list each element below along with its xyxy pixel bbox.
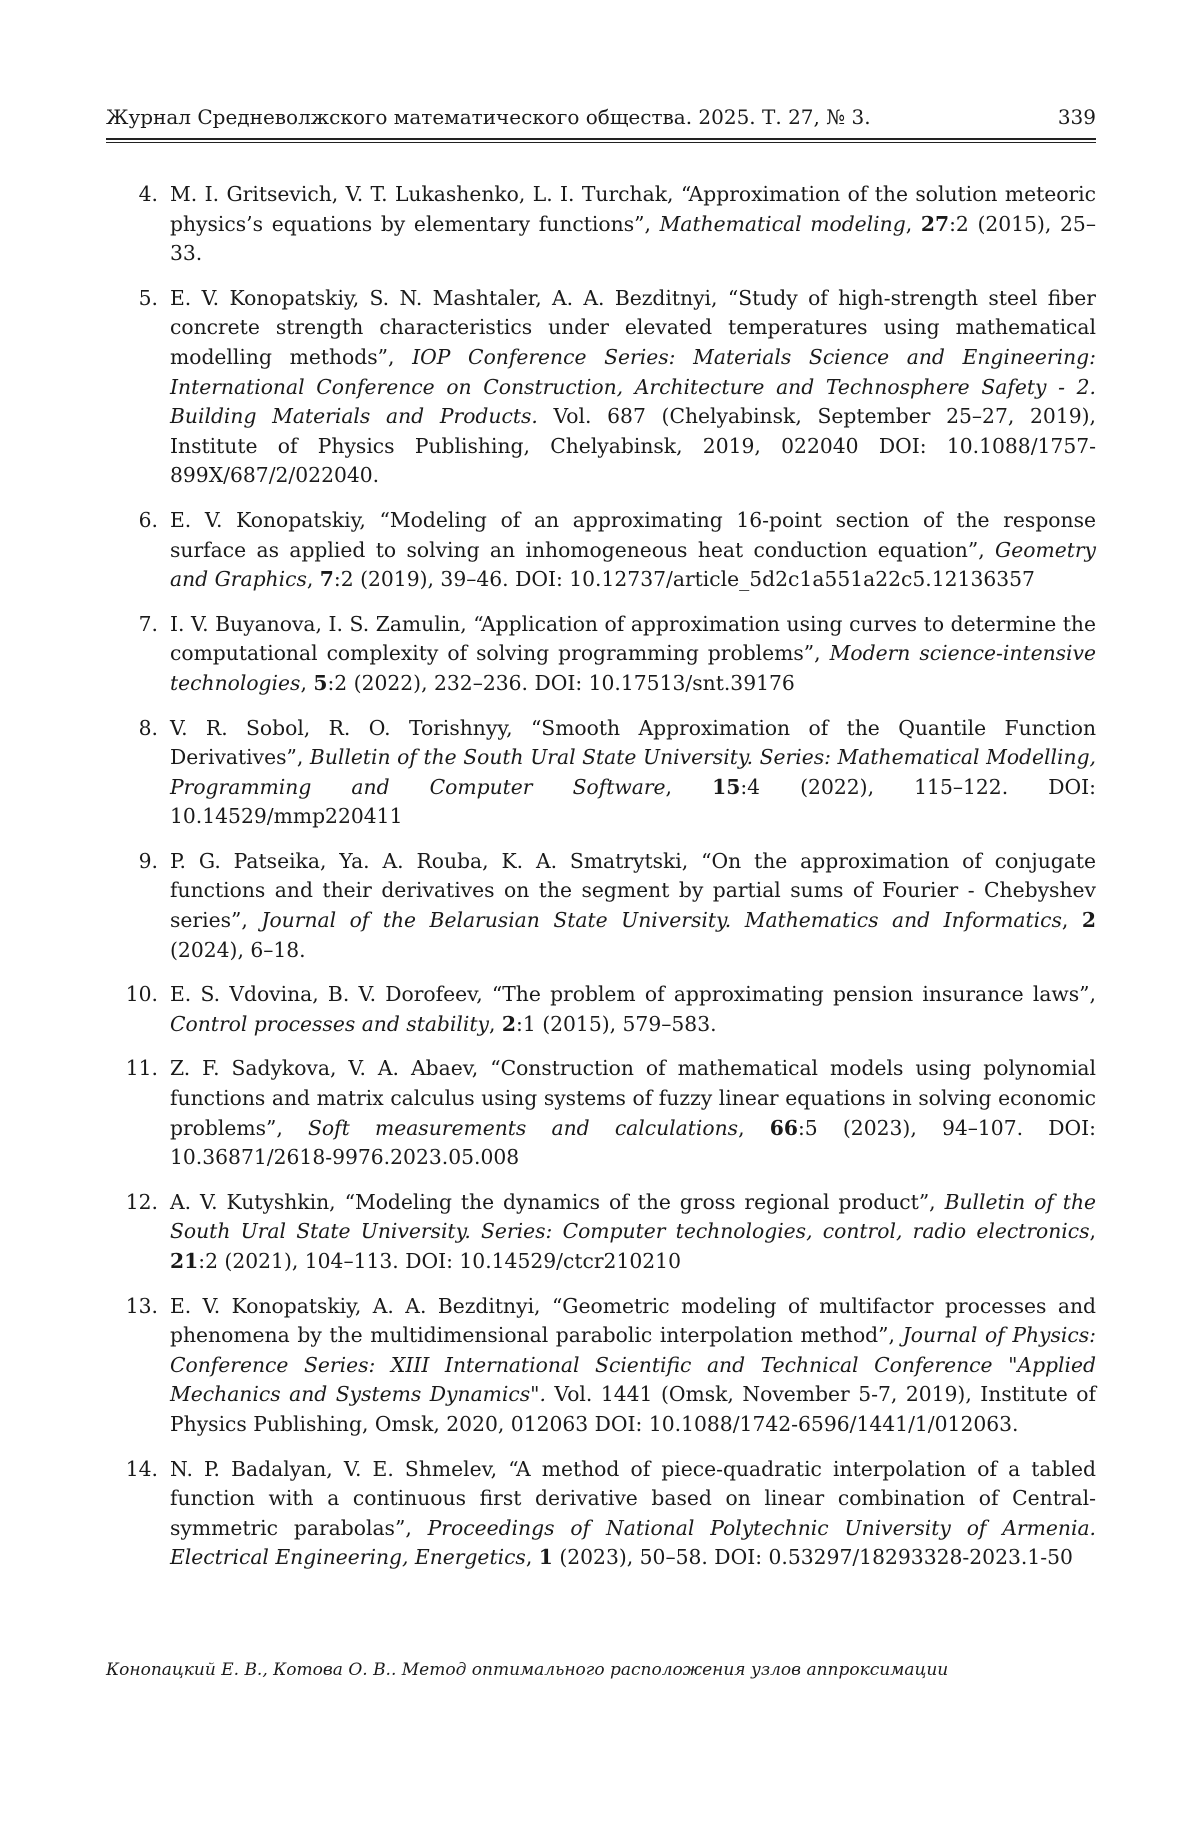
reference-title: “On the approximation of conjugate functions and their derivatives on the segment by partial sums of Fourier - Chebyshev series”,	[170, 848, 1096, 933]
reference-details: (2024), 6–18.	[170, 937, 306, 962]
reference-item: 8. V. R. Sobol, R. O. Torishnyy, “Smooth Approximation of the Quantile Function Derivatives”, Bulletin of the South Ural State University. Series: Mathematical Modelling, Programming and Computer Software, 15:4 (2022), 115–122. DOI: 10.14529/mmp220411	[106, 714, 1096, 832]
reference-number: 10.	[125, 982, 158, 1007]
reference-journal: Proceedings of National Polytechnic University of Armenia. Electrical Engineering, Energetics	[170, 1515, 1096, 1570]
reference-title: “The problem of approximating pension insurance laws”,	[491, 982, 1096, 1007]
reference-details: :5 (2023), 94–107. DOI: 10.36871/2618-9976.2023.05.008	[170, 1115, 1096, 1170]
running-head	[106, 104, 1096, 130]
journal-page	[106, 0, 1096, 1835]
header-rule-thick	[106, 138, 1096, 140]
reference-title: “A method of piece-quadratic interpolation of a tabled function with a continuous first derivative based on linear combination of Central-symmetric parabolas”,	[170, 1456, 1096, 1540]
reference-authors: A. V. Kutyshkin,	[170, 1189, 336, 1214]
reference-journal: IOP Conference Series: Materials Science and Engineering: International Conference on Construction, Architecture and Technosphere Safety - 2. Building Materials and Products.	[170, 344, 1096, 429]
reference-volume: 7	[319, 567, 334, 592]
reference-authors: P. G. Patseika, Ya. A. Rouba, K. A. Smatrytski,	[170, 848, 689, 873]
reference-item: 10. E. S. Vdovina, B. V. Dorofeev, “The problem of approximating pension insurance laws”, Control processes and stability, 2:1 (2015), 579–583.	[106, 980, 1096, 1039]
reference-authors: Z. F. Sadykova, V. A. Abaev,	[170, 1056, 479, 1081]
reference-authors: E. V. Konopatskiy, S. N. Mashtaler, A. A. Bezditnyi,	[170, 285, 718, 310]
reference-volume: 15	[712, 774, 741, 799]
reference-title: “Approximation of the solution meteoric physics’s equations by elementary functions”,	[170, 182, 1096, 236]
reference-journal: Mathematical modeling	[659, 211, 906, 236]
reference-item	[106, 284, 1096, 491]
reference-journal: Journal of Physics: Conference Series: XIII International Scientific and Technical Conference "Applied Mechanics and Systems Dynamics".	[170, 1323, 1096, 1407]
reference-authors: E. S. Vdovina, B. V. Dorofeev,	[170, 982, 483, 1007]
reference-title: “Smooth Approximation of the Quantile Function Derivatives”,	[170, 715, 1097, 770]
reference-title: “Study of high-strength steel fiber concrete strength characteristics under elevated temperatures using mathematical modelling methods”,	[170, 285, 1096, 369]
reference-number: 13.	[125, 1293, 158, 1318]
reference-item: 6. E. V. Konopatskiy, “Modeling of an approximating 16-point section of the response surface as applied to solving an inhomogeneous heat conduction equation”, Geometry and Graphics, 7:2 (2019), 39–46. DOI: 10.12737/article_5d2c1a551a22c5.12136357	[106, 506, 1096, 595]
reference-title: “Geometric modeling of multifactor processes and phenomena by the multidimensional parabolic interpolation method”,	[170, 1293, 1096, 1348]
running-footer: Конопацкий Е. В., Котова О. В.. Метод оптимального расположения узлов аппроксимации	[106, 1660, 949, 1680]
journal-title: Журнал Средневолжского математического общества. 2025. Т. 27, № 3.	[106, 105, 871, 129]
reference-journal: Modern science-intensive technologies	[170, 641, 1096, 695]
reference-number: 12.	[125, 1189, 158, 1214]
reference-volume: 2	[501, 1011, 517, 1036]
reference-details: :1 (2015), 579–583.	[516, 1011, 717, 1036]
reference-authors: E. V. Konopatskiy,	[170, 507, 366, 532]
reference-details: (2023), 50–58. DOI: 0.53297/18293328-2023.1-50	[552, 1545, 1073, 1570]
header-rule-thin	[106, 142, 1096, 143]
reference-title: “Application of approximation using curves to determine the computational complexity of solving programming problems”,	[170, 611, 1096, 666]
reference-item: 14. N. P. Badalyan, V. E. Shmelev, “A method of piece-quadratic interpolation of a tabled function with a continuous first derivative based on linear combination of Central-symmetric parabolas”, Proceedings of National Polytechnic University of Armenia. Electrical Engineering, Energetics, 1 (2023), 50–58. DOI: 0.53297/18293328-2023.1-50	[106, 1455, 1096, 1573]
reference-details: Vol. 687 (Chelyabinsk, September 25–27, 2019), Institute of Physics Publishing, Chelyabinsk, 2019, 022040 DOI: 10.1088/1757-899X/687/2/022040.	[170, 404, 1096, 488]
reference-authors: I. V. Buyanova, I. S. Zamulin,	[170, 611, 467, 636]
reference-number: 7.	[138, 611, 158, 636]
reference-details: :2 (2022), 232–236. DOI: 10.17513/snt.39176	[327, 670, 795, 695]
reference-number: 6.	[138, 507, 158, 532]
reference-item: 9. P. G. Patseika, Ya. A. Rouba, K. A. Smatrytski, “On the approximation of conjugate functions and their derivatives on the segment by partial sums of Fourier - Chebyshev series”, Journal of the Belarusian State University. Mathematics and Informatics, 2 (2024), 6–18.	[106, 847, 1096, 965]
reference-title: “Construction of mathematical models using polynomial functions and matrix calculus using systems of fuzzy linear equations in solving economic problems”,	[170, 1056, 1097, 1140]
reference-authors: M. I. Gritsevich, V. T. Lukashenko, L. I. Turchak,	[170, 182, 674, 206]
reference-item	[106, 1292, 1096, 1440]
reference-title: “Modeling of an approximating 16-point section of the response surface as applied to solving an inhomogeneous heat conduction equation”,	[170, 507, 1096, 562]
reference-authors: V. R. Sobol, R. O. Torishnyy,	[170, 715, 513, 740]
reference-volume: 5	[313, 670, 328, 695]
reference-details: Vol. 1441 (Omsk, November 5-7, 2019), Institute of Physics Publishing, Omsk, 2020, 012063 DOI: 10.1088/1742-6596/1441/1/012063.	[170, 1382, 1096, 1436]
reference-details: :4 (2022), 115–122. DOI: 10.14529/mmp220411	[170, 774, 1096, 829]
reference-item: 7. I. V. Buyanova, I. S. Zamulin, “Application of approximation using curves to determine the computational complexity of solving programming problems”, Modern science-intensive technologies, 5:2 (2022), 232–236. DOI: 10.17513/snt.39176	[106, 610, 1096, 699]
reference-number: 4.	[138, 182, 158, 206]
reference-number: 11.	[125, 1056, 158, 1081]
reference-number: 8.	[138, 715, 158, 740]
reference-number: 5.	[138, 285, 158, 310]
reference-details: :2 (2019), 39–46. DOI: 10.12737/article_5d2c1a551a22c5.12136357	[333, 567, 1035, 592]
reference-journal: Geometry and Graphics	[170, 537, 1096, 592]
reference-volume: 27	[920, 211, 950, 236]
reference-authors: E. V. Konopatskiy, A. A. Bezditnyi,	[170, 1293, 541, 1318]
reference-journal: Bulletin of the South Ural State University. Series: Mathematical Modelling, Programming and Computer Software	[170, 745, 1096, 799]
reference-item: 4. M. I. Gritsevich, V. T. Lukashenko, L. I. Turchak, “Approximation of the solution meteoric physics’s equations by elementary functions”, Mathematical modeling, 27:2 (2015), 25–33.	[106, 180, 1096, 269]
page-number: 339	[1057, 105, 1096, 129]
reference-list	[106, 180, 1096, 1588]
reference-number: 14.	[125, 1456, 158, 1481]
reference-number: 9.	[138, 848, 158, 873]
reference-authors: N. P. Badalyan, V. E. Shmelev,	[170, 1456, 498, 1481]
reference-details: :2 (2015), 25–33.	[170, 211, 1096, 266]
reference-journal: Journal of the Belarusian State University. Mathematics and Informatics	[261, 908, 1062, 933]
reference-item: 11. Z. F. Sadykova, V. A. Abaev, “Construction of mathematical models using polynomial functions and matrix calculus using systems of fuzzy linear equations in solving economic problems”, Soft measurements and calculations, 66:5 (2023), 94–107. DOI: 10.36871/2618-9976.2023.05.008	[106, 1054, 1096, 1172]
reference-details: :2 (2021), 104–113. DOI: 10.14529/ctcr210210	[198, 1249, 681, 1273]
reference-journal: Control processes and stability	[170, 1011, 489, 1036]
reference-volume: 66	[769, 1115, 798, 1140]
reference-title: “Modeling the dynamics of the gross regional product”,	[344, 1189, 936, 1214]
reference-item: 12. A. V. Kutyshkin, “Modeling the dynamics of the gross regional product”, Bulletin of the South Ural State University. Series: Computer technologies, control, radio electronics, 21:2 (2021), 104–113. DOI: 10.14529/ctcr210210	[106, 1188, 1096, 1277]
reference-journal: Bulletin of the South Ural State University. Series: Computer technologies, control, radio electronics	[170, 1189, 1097, 1244]
reference-volume: 21	[170, 1249, 199, 1273]
reference-journal: Soft measurements and calculations	[308, 1115, 739, 1140]
reference-volume: 2	[1081, 908, 1096, 933]
reference-volume: 1	[538, 1545, 553, 1570]
